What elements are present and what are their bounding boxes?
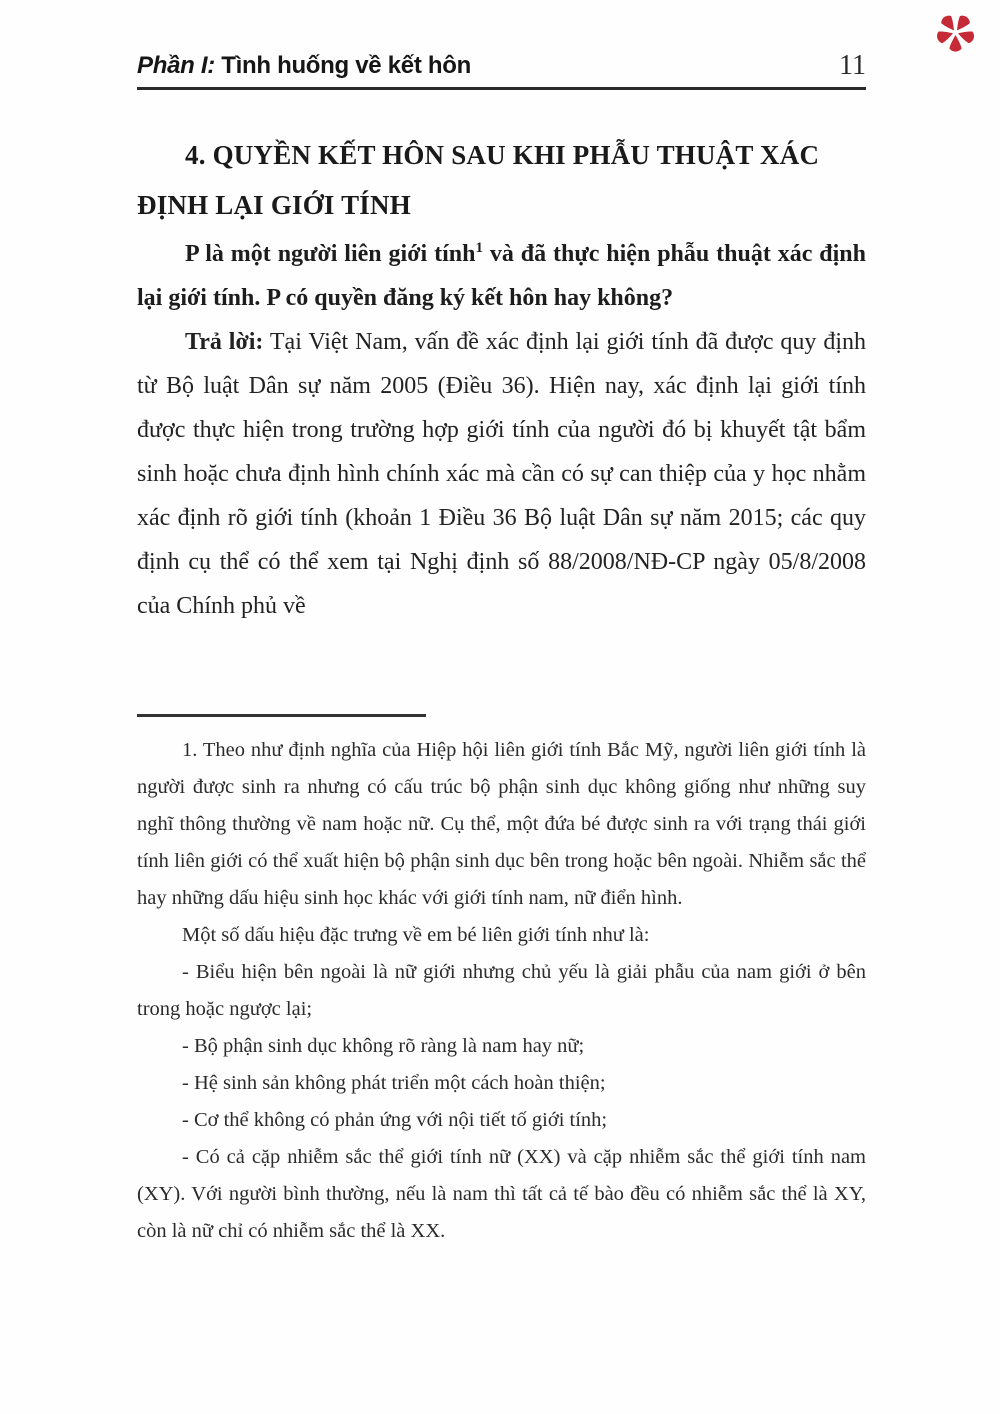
footnote-separator: [137, 714, 426, 717]
footnote-paragraph: - Cơ thể không có phản ứng với nội tiết tố giới tính;: [182, 1109, 608, 1131]
article-body: [137, 116, 866, 628]
answer-paragraph: [137, 320, 866, 628]
footnote-paragraph: Một số dấu hiệu đặc trưng về em bé liên giới tính như là:: [182, 924, 650, 946]
footnote-paragraph: 1. Theo như định nghĩa của Hiệp hội liên giới tính Bắc Mỹ, người liên giới tính là người được sinh ra nhưng có cấu trúc bộ phận sinh dục không giống như những suy nghĩ thông thường về nam hoặc nữ. Cụ thể, một đứa bé được sinh ra với trạng thái giới tính liên giới có thể xuất hiện bộ phận sinh dục bên trong hoặc bên ngoài. Nhiễm sắc thể hay những dấu hiệu sinh học khác với giới tính nam, nữ điển hình.: [137, 739, 866, 909]
article-title: 4. QUYỀN KẾT HÔN SAU KHI PHẪU THUẬT XÁC ĐỊNH LẠI GIỚI TÍNH: [137, 140, 820, 220]
running-head: [137, 52, 471, 80]
question-text-after: và đã thực hiện phẫu thuật xác định lại giới tính. P có quyền đăng ký kết hôn hay không?: [137, 241, 867, 311]
footnote-ref-marker: 1: [475, 240, 483, 256]
footnote-paragraph: - Biểu hiện bên ngoài là nữ giới nhưng chủ yếu là giải phẫu của nam giới ở bên trong hoặc ngược lại;: [137, 961, 866, 1020]
answer-text: Tại Việt Nam, vấn đề xác định lại giới tính đã được quy định từ Bộ luật Dân sự năm 2005 (Điều 36). Hiện nay, xác định lại giới tính được thực hiện trong trường hợp giới tính của người đó bị khuyết tật bẩm sinh hoặc chưa định hình chính xác mà cần có sự can thiệp của y học nhằm xác định rõ giới tính (khoản 1 Điều 36 Bộ luật Dân sự năm 2015; các quy định cụ thể có thể xem tại Nghị định số 88/2008/NĐ-CP ngày 05/8/2008 của Chính phủ về: [137, 329, 866, 619]
footnote-paragraph: - Bộ phận sinh dục không rõ ràng là nam hay nữ;: [182, 1035, 585, 1057]
question-text-before: P là một người liên giới tính: [185, 241, 476, 267]
footnote-paragraph: - Có cả cặp nhiễm sắc thể giới tính nữ (XX) và cặp nhiễm sắc thể giới tính nam (XY). Với người bình thường, nếu là nam thì tất cả tế bào đều có nhiễm sắc thể là XY, còn là nữ chỉ có nhiễm sắc thể là XX.: [137, 1146, 866, 1242]
question-paragraph: [137, 232, 866, 320]
page-number: 11: [839, 50, 866, 81]
answer-label: Trả lời:: [185, 329, 264, 355]
footnote-block: [137, 714, 866, 1250]
red-flower-icon: [932, 9, 979, 56]
footnote-paragraph: - Hệ sinh sản không phát triển một cách hoàn thiện;: [182, 1072, 606, 1094]
section-title: Tình huống về kết hôn: [214, 52, 471, 79]
section-label: Phần I:: [137, 52, 215, 79]
page-header: [137, 52, 866, 90]
